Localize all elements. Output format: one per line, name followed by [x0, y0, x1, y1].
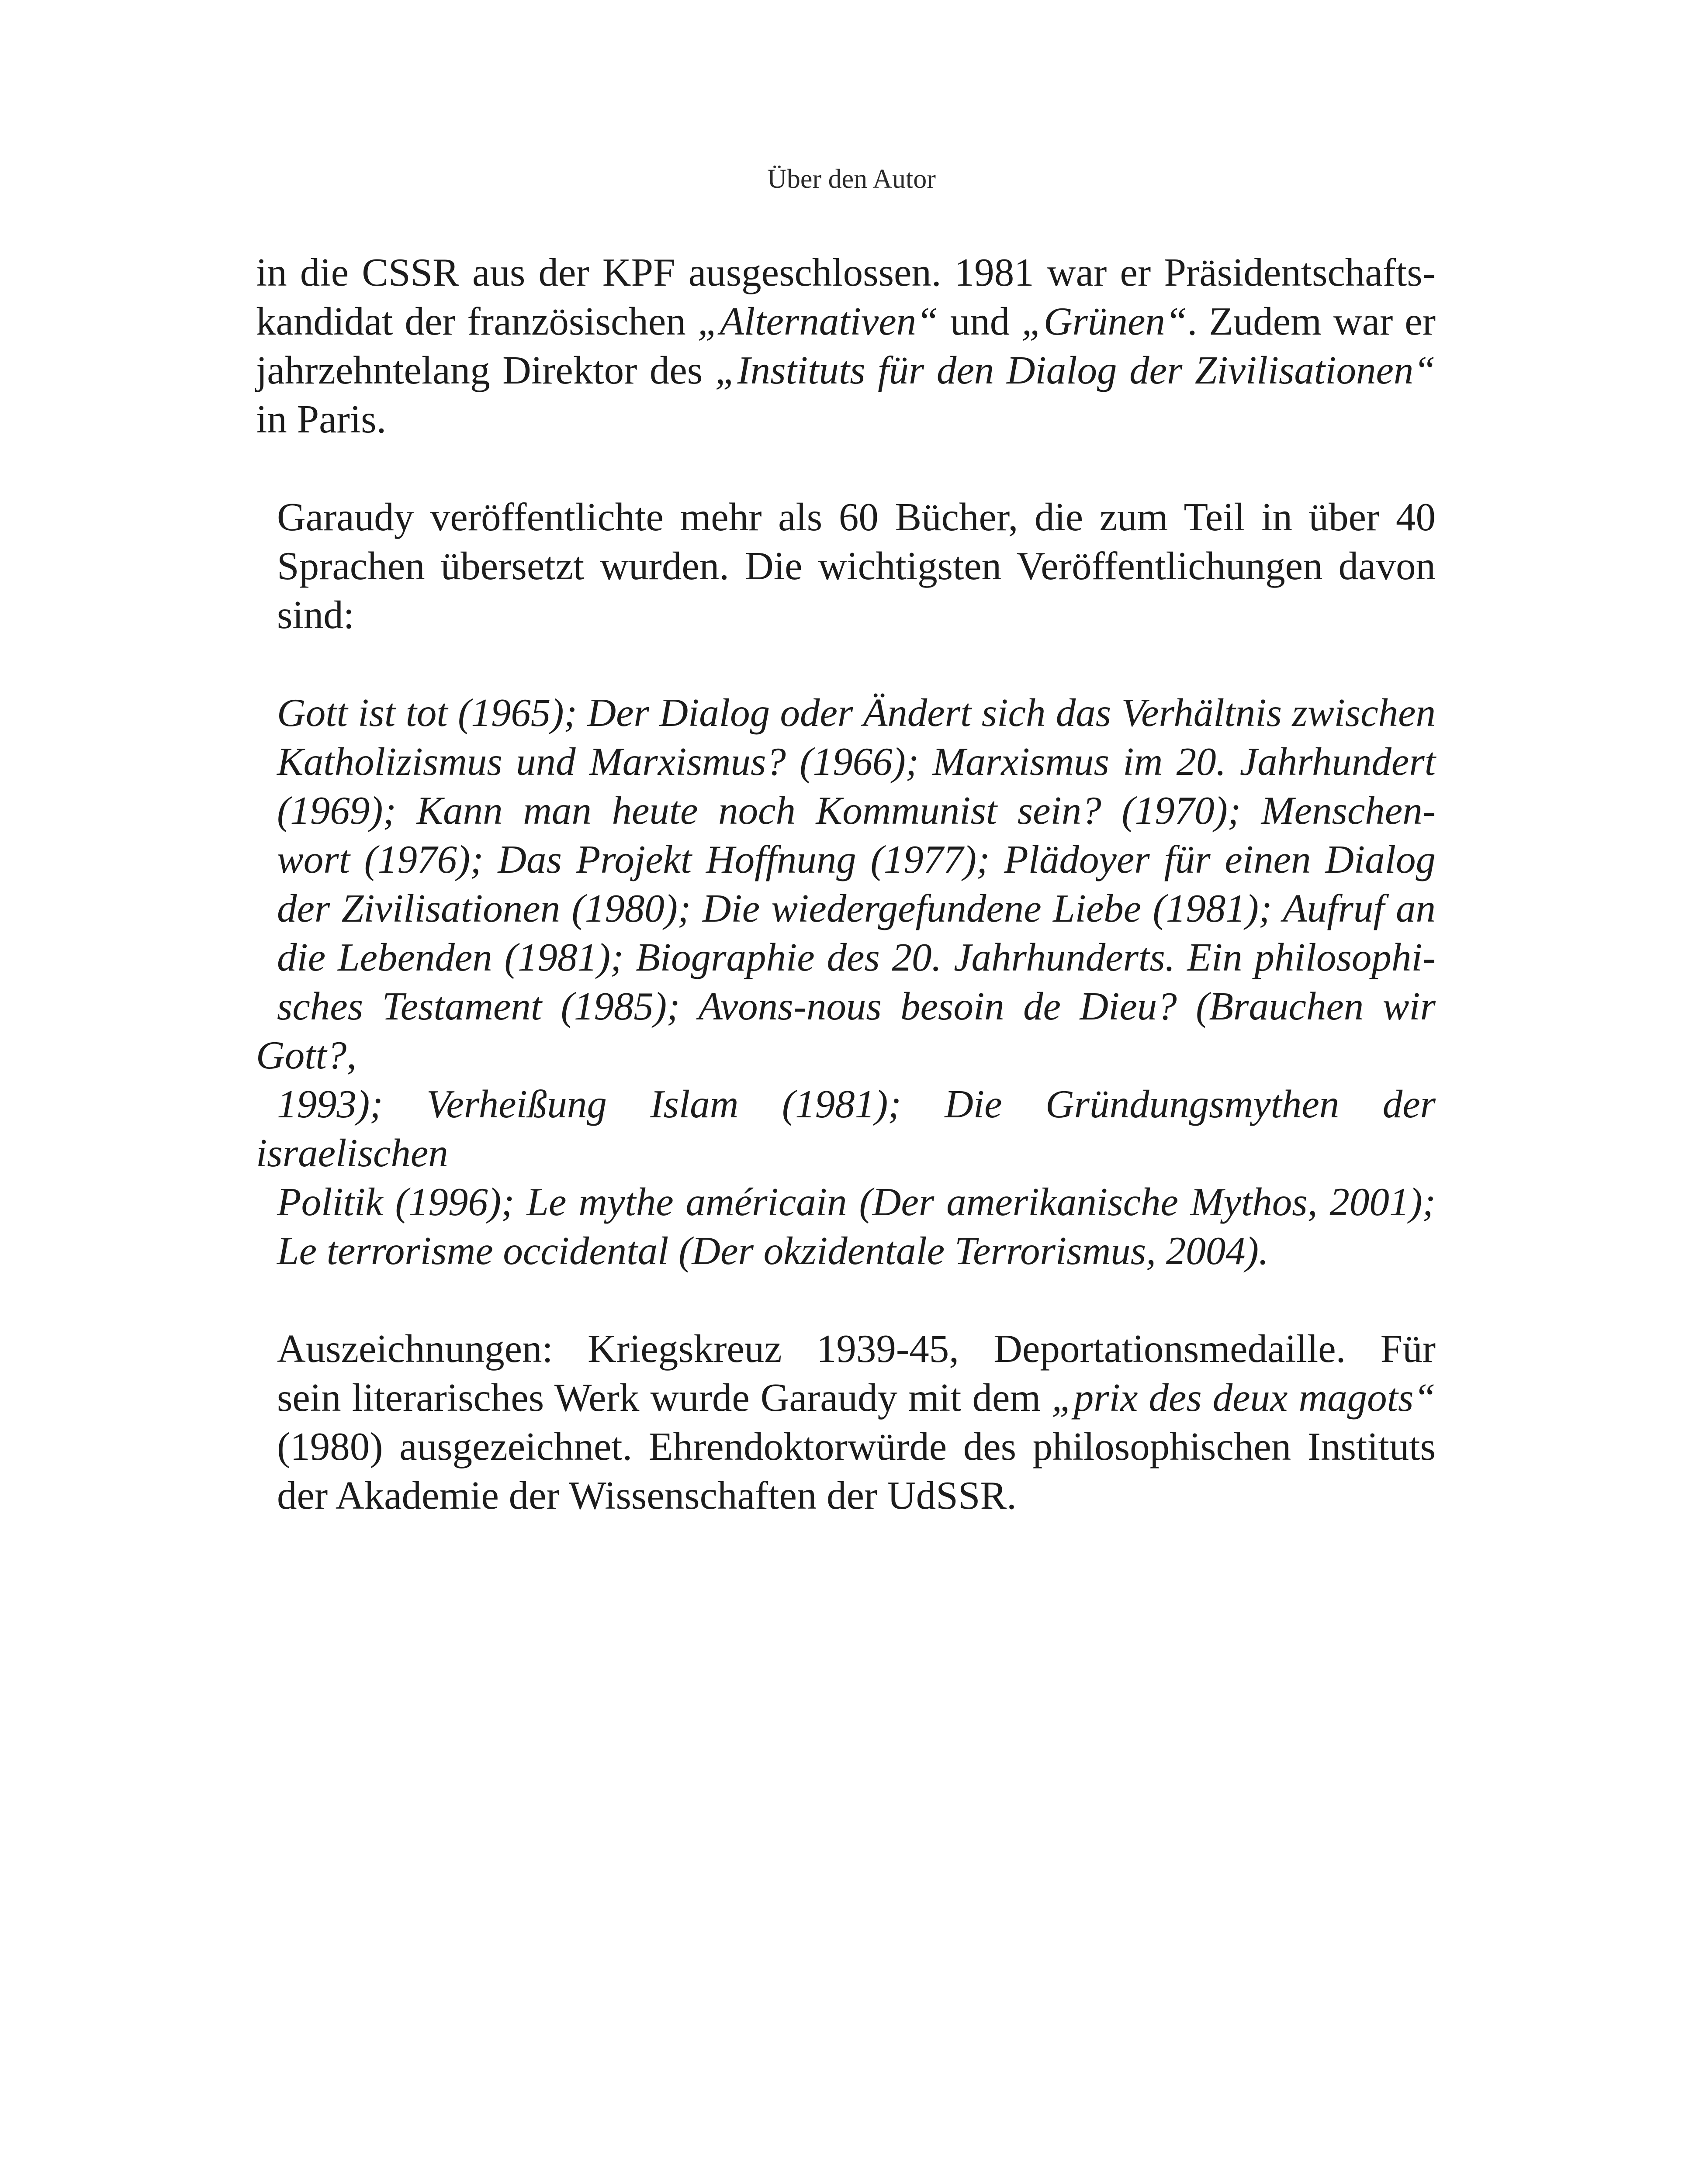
- text-line: der Akademie der Wissenschaften der UdSSR.: [277, 1473, 1017, 1517]
- publication-line: wort (1976); Das Projekt Hoffnung (1977); Plädoyer für einen Dialog: [277, 837, 1436, 881]
- party-name-alternativen: „Alternativen“: [697, 299, 938, 343]
- text-line: Sprachen übersetzt wurden. Die wichtigsten Veröffentlichungen davon: [277, 544, 1436, 588]
- publication-line: Katholizismus und Marxismus? (1966); Marxismus im 20. Jahrhundert: [277, 740, 1436, 784]
- publication-line: sches Testament (1985); Avons-nous besoin de Dieu? (Brauchen wir Gott?,: [256, 984, 1436, 1077]
- text-line: in die CSSR aus der KPF ausgeschlossen. 1981 war er Präsidentschafts-: [256, 250, 1436, 294]
- award-name: „prix des deux magots“: [1052, 1375, 1436, 1420]
- text-line: Auszeichnungen: Kriegskreuz 1939-45, Deportationsmedaille. Für: [277, 1327, 1436, 1371]
- publication-line: Gott ist tot (1965); Der Dialog oder Ändert sich das Verhältnis zwischen: [277, 691, 1436, 735]
- paragraph-publications-intro: [256, 493, 1436, 639]
- publication-line: Le terrorisme occidental (Der okzidentale Terrorismus, 2004).: [277, 1229, 1269, 1273]
- text-line: (1980) ausgezeichnet. Ehrendoktorwürde des philosophischen Instituts: [277, 1424, 1436, 1469]
- publication-line: (1969); Kann man heute noch Kommunist sein? (1970); Menschen-: [277, 788, 1436, 833]
- institute-name: „Instituts für den Dialog der Zivilisationen“: [715, 348, 1436, 392]
- text-line: jahrzehntelang Direktor des „Instituts für den Dialog der Zivilisationen“: [256, 348, 1436, 392]
- party-name-gruenen: „Grünen“: [1021, 299, 1187, 343]
- paragraph-awards: [256, 1324, 1436, 1520]
- publication-line: Politik (1996); Le mythe américain (Der amerikanische Mythos, 2001);: [277, 1180, 1436, 1224]
- publication-line: die Lebenden (1981); Biographie des 20. Jahrhunderts. Ein philosophi-: [277, 935, 1436, 979]
- publications-list: [256, 688, 1436, 1275]
- text-line: sind:: [277, 593, 354, 637]
- publication-line: 1993); Verheißung Islam (1981); Die Gründungsmythen der israelischen: [256, 1082, 1436, 1175]
- text-line: Garaudy veröffentlichte mehr als 60 Bücher, die zum Teil in über 40: [277, 495, 1436, 539]
- text-line: in Paris.: [256, 397, 387, 441]
- page-body: [256, 248, 1436, 1520]
- publication-line: der Zivilisationen (1980); Die wiedergefundene Liebe (1981); Aufruf an: [277, 886, 1436, 930]
- text-line: sein literarisches Werk wurde Garaudy mit dem „prix des deux magots“: [277, 1375, 1436, 1420]
- running-header: Über den Autor: [767, 164, 936, 194]
- text-line: kandidat der französischen „Alternativen“ und „Grünen“. Zudem war er: [256, 299, 1436, 343]
- paragraph-biography-end: [256, 248, 1436, 444]
